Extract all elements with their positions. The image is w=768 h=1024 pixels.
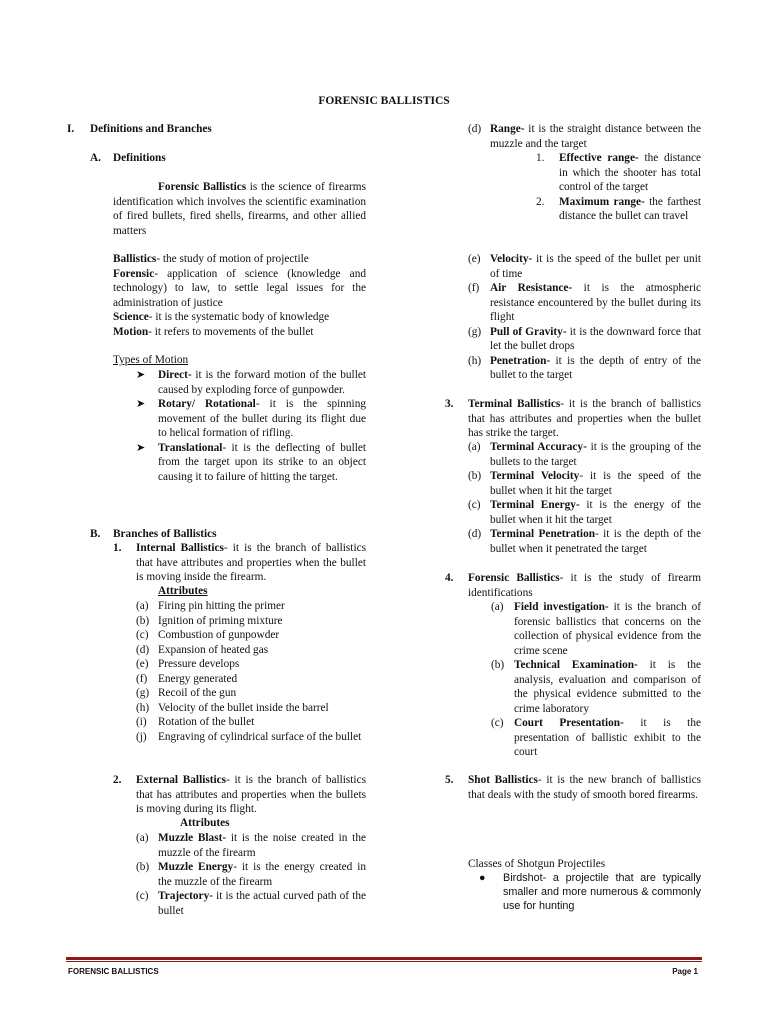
list-item: 2. Maximum range- the farthest distance the bullet can travel	[536, 195, 701, 222]
list-item: 1. Effective range- the distance in which the shooter has total control of the target	[536, 152, 701, 193]
types-of-motion-heading: Types of Motion	[113, 354, 189, 366]
branch-number: 1.	[113, 542, 122, 554]
list-item: (b) Technical Examination- it is the analysis, evaluation and comparison of the physical evidence submitted to the crime laboratory	[491, 659, 701, 715]
definitions-list	[113, 252, 366, 339]
section-heading: Definitions and Branches	[90, 123, 212, 135]
definition-item: Forensic- application of science (knowledge and technology) to law, to settle legal issues for the administration of justice	[113, 267, 366, 309]
arrow-bullet-icon: ➤	[136, 369, 146, 381]
list-item: (e) Pressure develops	[136, 658, 240, 670]
list-item: (h) Velocity of the bullet inside the barrel	[136, 701, 329, 714]
list-item: (b) Ignition of priming mixture	[136, 614, 283, 627]
page-title: FORENSIC BALLISTICS	[318, 95, 450, 107]
external-ballistics-description: External Ballistics- it is the branch of ballistics that has attributes and properties when the bullets is moving during its flight.	[136, 774, 366, 815]
branch-number: 4.	[445, 572, 454, 584]
range-sublist	[536, 151, 701, 224]
list-item: (b) Muzzle Energy- it is the energy created in the muzzle of the firearm	[136, 861, 366, 888]
definition-item: Ballistics- the study of motion of projectile	[113, 253, 309, 265]
subsection-number: B.	[90, 528, 101, 540]
page-number: Page 1	[672, 967, 698, 976]
branch-number: 5.	[445, 774, 454, 786]
attributes-heading: Attributes	[158, 585, 208, 597]
bullet-icon: ●	[479, 872, 486, 884]
subsection-heading: Branches of Ballistics	[113, 528, 217, 540]
list-item: (a) Firing pin hitting the primer	[136, 600, 285, 612]
footer-rule	[66, 961, 702, 962]
shotgun-classes-list	[479, 871, 701, 914]
list-item: (d) Terminal Penetration- it is the depth of the bullet when it penetrated the target	[468, 528, 701, 555]
list-item: (c) Terminal Energy- it is the energy of the bullet when it hit the target	[468, 499, 702, 526]
internal-ballistics-description: Internal Ballistics- it is the branch of ballistics that have attributes and properties when the bullet is moving inside the firearm.	[136, 542, 366, 583]
definition-item: Science- it is the systematic body of knowledge	[113, 311, 330, 323]
list-item: (f) Energy generated	[136, 672, 238, 685]
list-item: (d) Range- it is the straight distance between the muzzle and the target	[468, 123, 701, 150]
list-item: (c) Trajectory- it is the actual curved path of the bullet	[136, 890, 366, 917]
list-item: ➤ Translational- it is the deflecting of bullet from the target upon its strike to an object causing it to failure of hitting the target.	[136, 441, 366, 483]
list-item: (j) Engraving of cylindrical surface of the bullet	[136, 730, 362, 743]
attributes-heading: Attributes	[180, 817, 230, 829]
list-item: (g) Recoil of the gun	[136, 687, 237, 699]
motion-list	[136, 368, 366, 484]
forensic-attributes-list	[491, 600, 701, 760]
arrow-bullet-icon: ➤	[136, 441, 146, 454]
list-item: Birdshot- a projectile that are typically smaller and more numerous & commonly use for hunting	[503, 872, 701, 913]
subsection-heading: Definitions	[113, 152, 166, 164]
arrow-bullet-icon: ➤	[136, 398, 146, 410]
list-item: (f) Air Resistance- it is the atmospheric resistance encountered by the bullet during its flight	[468, 282, 701, 323]
external-attributes-continued	[468, 122, 701, 151]
list-item: (a) Field investigation- it is the branch of forensic ballistics that concerns on the collection of physical evidence from the crime scene	[491, 601, 701, 657]
terminal-attributes-list	[468, 440, 701, 556]
list-item: (g) Pull of Gravity- it is the downward force that let the bullet drops	[468, 325, 701, 352]
terminal-ballistics-description: Terminal Ballistics- it is the branch of ballistics that has attributes and properties when the bullet has strike the target.	[468, 398, 701, 439]
branch-number: 3.	[445, 398, 454, 410]
section-number: I.	[67, 123, 75, 135]
list-item: (c) Court Presentation- it is the presentation of ballistic exhibit to the court	[491, 717, 701, 758]
list-item: ➤ Direct- it is the forward motion of the bullet caused by exploding force of gunpowder.	[136, 369, 366, 396]
list-item: (e) Velocity- it is the speed of the bullet per unit of time	[468, 253, 701, 280]
external-attributes-more	[468, 252, 701, 383]
external-attributes-list	[136, 831, 366, 918]
list-item: (c) Combustion of gunpowder	[136, 629, 280, 641]
list-item: (h) Penetration- it is the depth of entry of the bullet to the target	[468, 354, 701, 381]
list-item: ➤ Rotary/ Rotational- it is the spinning movement of the bullet during its flight due to helical formation of rifling.	[136, 398, 366, 439]
list-item: (b) Terminal Velocity- it is the speed of the bullet when it hit the target	[468, 470, 701, 497]
shot-ballistics-description: Shot Ballistics- it is the new branch of ballistics that deals with the study of smooth bored firearms.	[468, 774, 701, 801]
branch-number: 2.	[113, 774, 122, 786]
list-item: (d) Expansion of heated gas	[136, 643, 269, 656]
internal-attributes-list	[136, 599, 366, 744]
list-item: (i) Rotation of the bullet	[136, 716, 255, 728]
subsection-number: A.	[90, 152, 101, 164]
list-item: (a) Muzzle Blast- it is the noise created in the muzzle of the firearm	[136, 832, 366, 859]
forensic-ballistics-description: Forensic Ballistics- it is the study of firearm identifications	[468, 572, 701, 599]
footer-rule	[66, 957, 702, 960]
footer-title: FORENSIC BALLISTICS	[68, 967, 159, 976]
list-item: (a) Terminal Accuracy- it is the grouping of the bullets to the target	[468, 441, 702, 468]
forensic-ballistics-definition: Forensic Ballistics is the science of firearms identification which involves the scientific examination of fired bullets, fired shells, firearms, and other allied matters	[113, 181, 366, 237]
definition-item: Motion- it refers to movements of the bullet	[113, 325, 314, 338]
shotgun-classes-heading: Classes of Shotgun Projectiles	[468, 858, 606, 870]
